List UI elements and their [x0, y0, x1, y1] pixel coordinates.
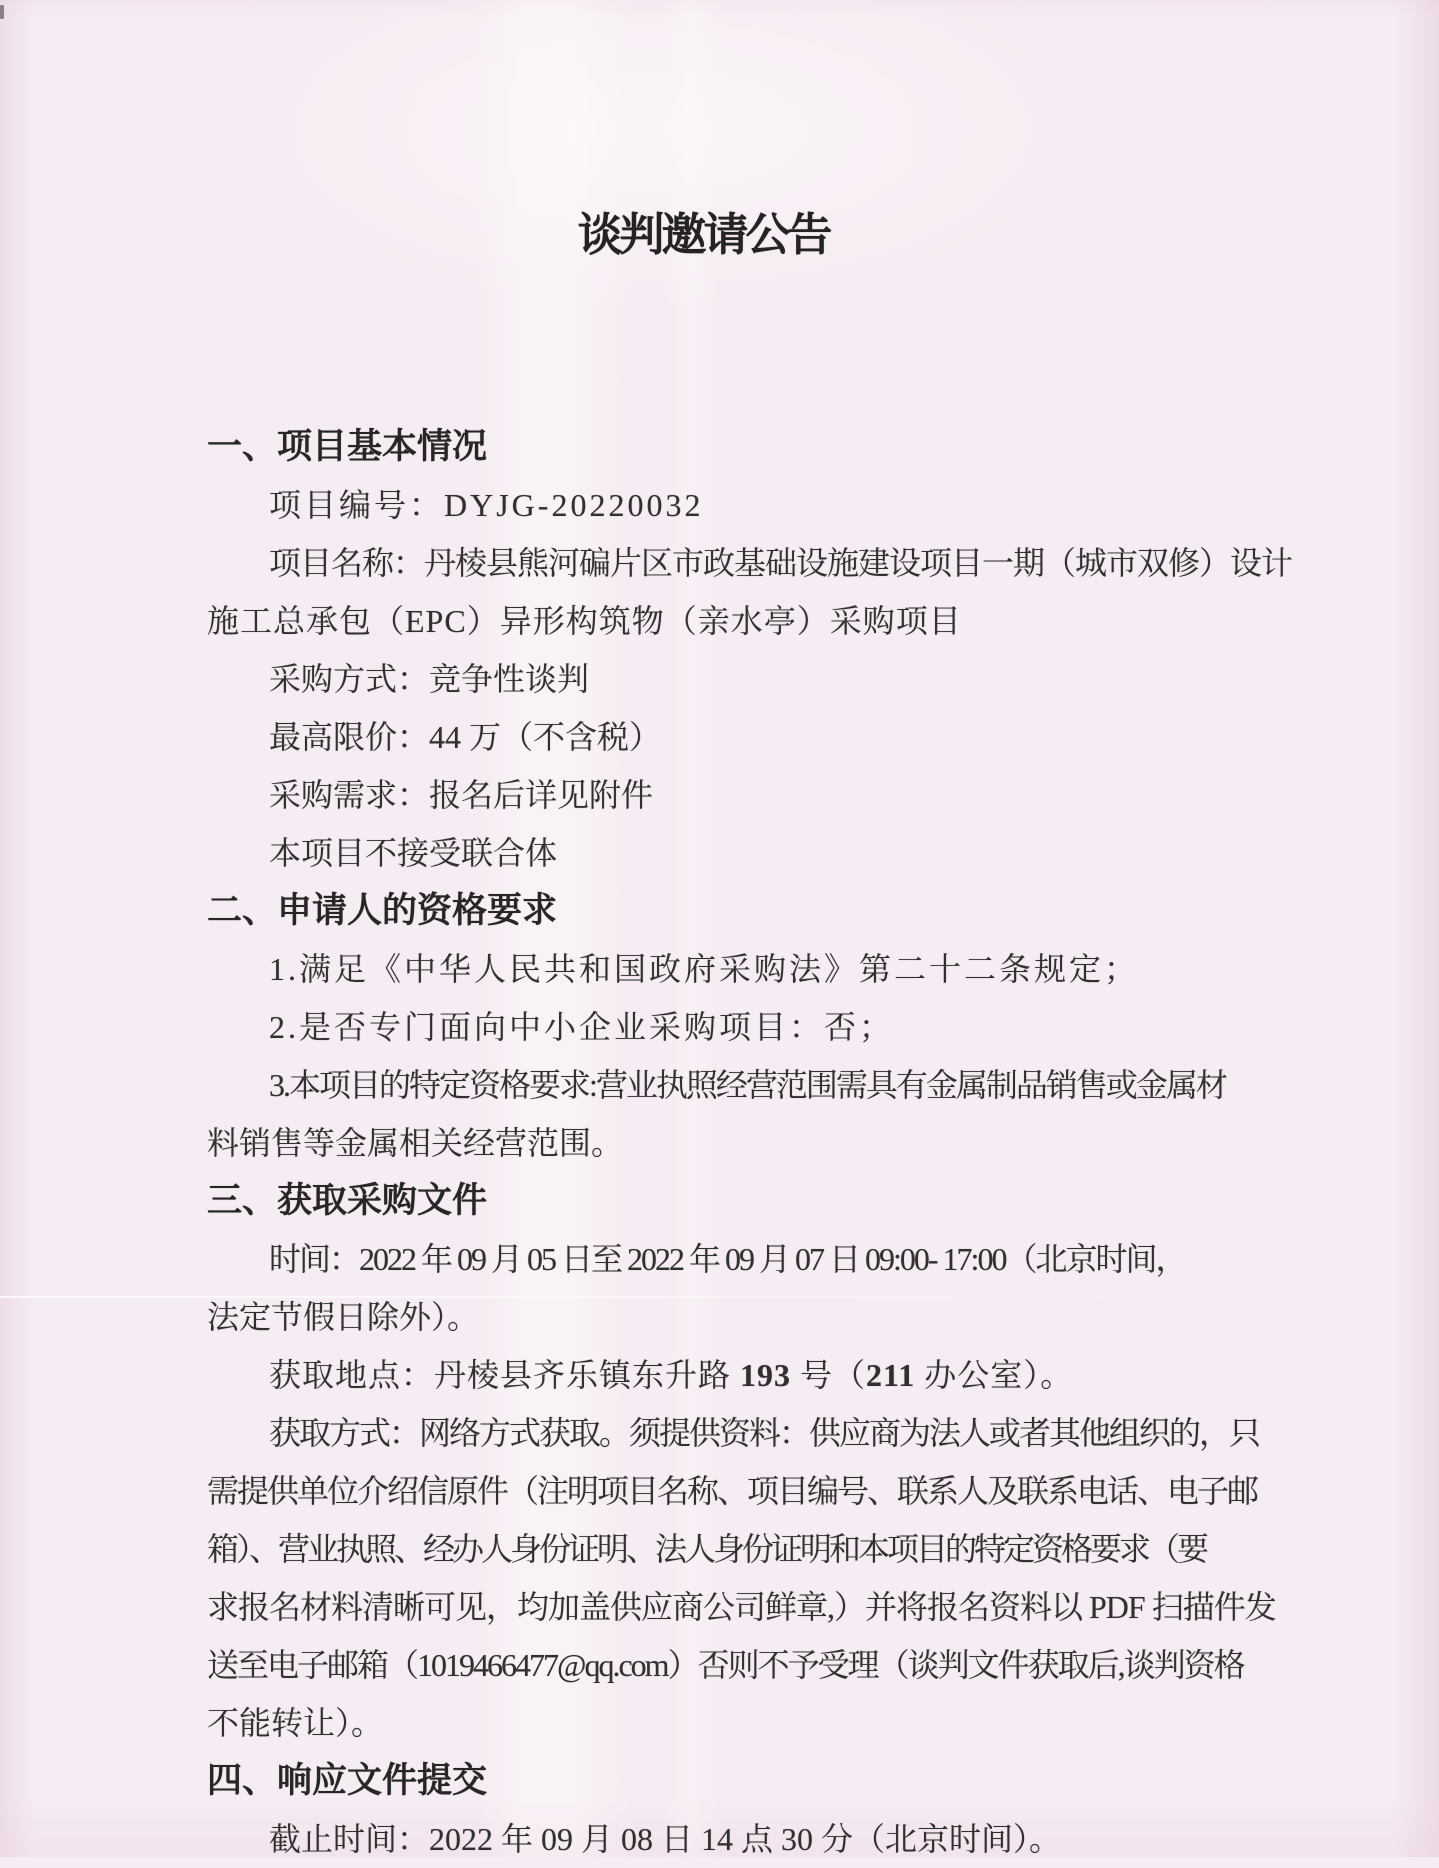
line-qualification-item1: 1.满足《中华人民共和国政府采购法》第二十二条规定；: [269, 951, 1140, 987]
line-qualification-item3-part1: 3.本项目的特定资格要求:营业执照经营范围需具有金属制品销售或金属材: [269, 1067, 1226, 1103]
line-qualification-item3-part2: 料销售等金属相关经营范围。: [207, 1125, 624, 1161]
heading-response-document-submission: 四、响应文件提交: [207, 1761, 488, 1800]
line-obtain-location: [207, 1346, 1327, 1404]
line-price-ceiling: 最高限价：44 万（不含税）: [269, 719, 662, 755]
document-body: [207, 418, 1327, 1868]
line-obtain-time-part1: 时间：2022 年 09 月 05 日至 2022 年 09 月 07 日 09:00- 17:00（北京时间，: [269, 1241, 1186, 1277]
heading-project-basic-info: 一、项目基本情况: [207, 427, 488, 466]
heading-applicant-qualification: 二、申请人的资格要求: [207, 891, 558, 930]
heading-obtain-procurement-documents: 三、获取采购文件: [207, 1181, 488, 1220]
line-obtain-method-part1: 获取方式：网络方式获取。须提供资料：供应商为法人或者其他组织的，只: [269, 1415, 1260, 1451]
line-project-name-part1: 项目名称：丹棱县熊河碥片区市政基础设施建设项目一期（城市双修）设计: [269, 545, 1293, 581]
line-obtain-method-part2: 需提供单位介绍信原件（注明项目名称、项目编号、联系人及联系电话、电子邮: [207, 1473, 1258, 1509]
street-number: 193: [740, 1357, 792, 1393]
line-obtain-method-part3: 箱）、营业执照、经办人身份证明、法人身份证明和本项目的特定资格要求（要: [207, 1531, 1207, 1567]
obtain-location-tail: 办公室）。: [915, 1357, 1074, 1393]
line-obtain-method-part5: 送至电子邮箱（1019466477@qq.com）否则不予受理（谈判文件获取后,谈判资格: [207, 1647, 1244, 1683]
line-obtain-time-part2: 法定节假日除外）。: [207, 1299, 480, 1335]
obtain-location-mid: 号（: [791, 1357, 867, 1393]
line-qualification-item2: 2.是否专门面向中小企业采购项目：否；: [269, 1009, 895, 1045]
line-procurement-method: 采购方式：竞争性谈判: [269, 661, 590, 697]
scan-edge-speck: [0, 5, 4, 19]
office-number: 211: [866, 1357, 916, 1393]
document-title: 谈判邀请公告: [577, 210, 830, 260]
line-obtain-method-part4: 求报名材料清晰可见，均加盖供应商公司鲜章,）并将报名资料以 PDF 扫描件发: [207, 1589, 1276, 1625]
line-project-number: 项目编号：DYJG-20220032: [269, 487, 704, 523]
line-submission-deadline: 截止时间：2022 年 09 月 08 日 14 点 30 分（北京时间）。: [269, 1821, 1062, 1857]
line-no-consortium: 本项目不接受联合体: [269, 835, 558, 871]
line-obtain-method-part6: 不能转让）。: [207, 1705, 384, 1741]
line-procurement-requirement: 采购需求：报名后详见附件: [269, 777, 654, 813]
obtain-location-text: 获取地点：丹棱县齐乐镇东升路: [269, 1357, 741, 1393]
line-project-name-part2: 施工总承包（EPC）异形构筑物（亲水亭）采购项目: [207, 603, 962, 639]
